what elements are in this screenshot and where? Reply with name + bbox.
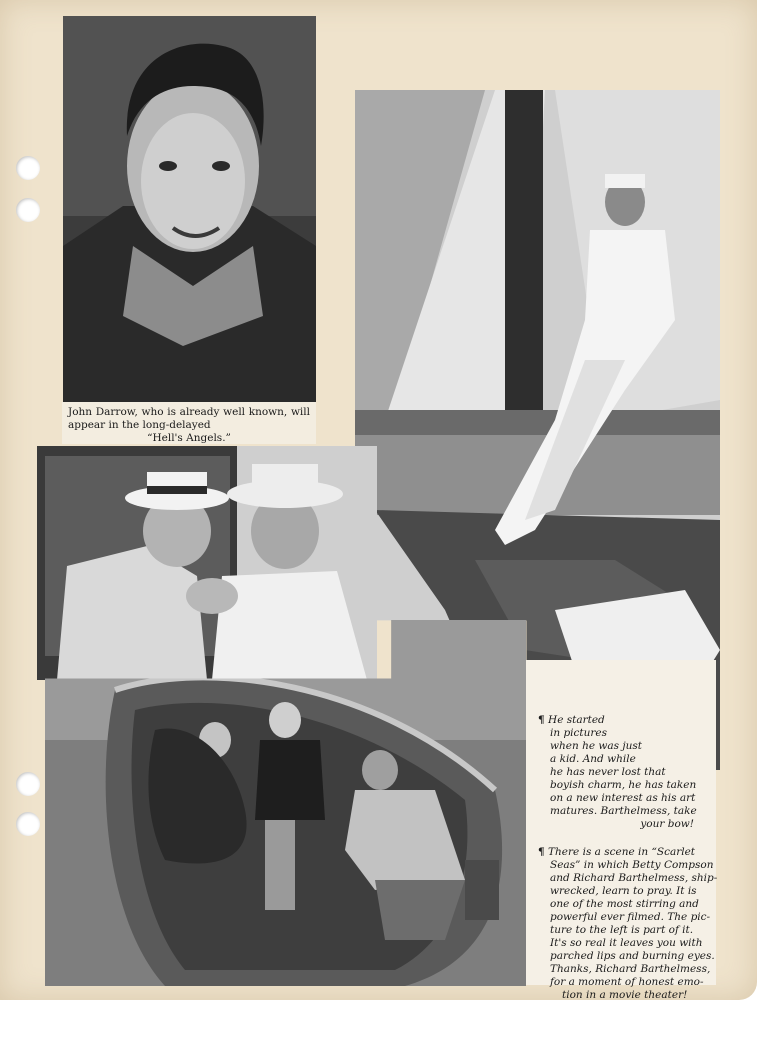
caption-line: in pictures xyxy=(550,727,608,739)
two-men-hats-photo xyxy=(37,446,377,680)
started-caption xyxy=(538,714,708,831)
caption-line: wrecked, learn to pray. It is xyxy=(550,885,697,897)
caption-line: parched lips and burning eyes. xyxy=(550,950,715,962)
darrow-caption xyxy=(62,402,316,444)
binder-hole xyxy=(16,156,40,180)
paragraph-mark: ¶ xyxy=(538,846,545,858)
caption-line: known, will appear in the long-delayed xyxy=(68,406,311,431)
caption-line: one of the most stirring and xyxy=(550,898,699,910)
caption-line: Thanks, Richard Barthelmess, xyxy=(550,963,711,975)
caption-line: and Richard Barthelmess, ship- xyxy=(550,872,718,884)
caption-line: a kid. And while xyxy=(550,753,636,765)
darrow-portrait-photo xyxy=(63,16,316,402)
caption-line: he has never lost that xyxy=(550,766,666,778)
caption-line: powerful ever filmed. The pic- xyxy=(550,911,711,923)
caption-line: It's so real it leaves you with xyxy=(550,937,703,949)
caption-line: ture to the left is part of it. xyxy=(550,924,694,936)
caption-line: John Darrow, who is already well xyxy=(68,406,246,418)
binder-hole xyxy=(16,198,40,222)
binder-hole xyxy=(16,772,40,796)
caption-line: matures. Barthelmess, take xyxy=(550,805,697,817)
caption-line: He started xyxy=(548,714,605,726)
caption-line: There is a scene in “Scarlet xyxy=(548,846,696,858)
caption-line: “Hell's Angels.” xyxy=(147,432,231,444)
caption-line: your bow! xyxy=(640,818,694,830)
scene-caption xyxy=(538,846,718,1002)
caption-line: when he was just xyxy=(550,740,642,752)
caption-line: boyish charm, he has taken xyxy=(550,779,697,791)
caption-line: Seas” in which Betty Compson xyxy=(550,859,714,871)
caption-line: on a new interest as his art xyxy=(550,792,696,804)
paragraph-mark: ¶ xyxy=(538,714,545,726)
caption-line: for a moment of honest emo- xyxy=(550,976,704,988)
binder-hole xyxy=(16,812,40,836)
caption-line: tion in a movie theater! xyxy=(562,989,688,1001)
